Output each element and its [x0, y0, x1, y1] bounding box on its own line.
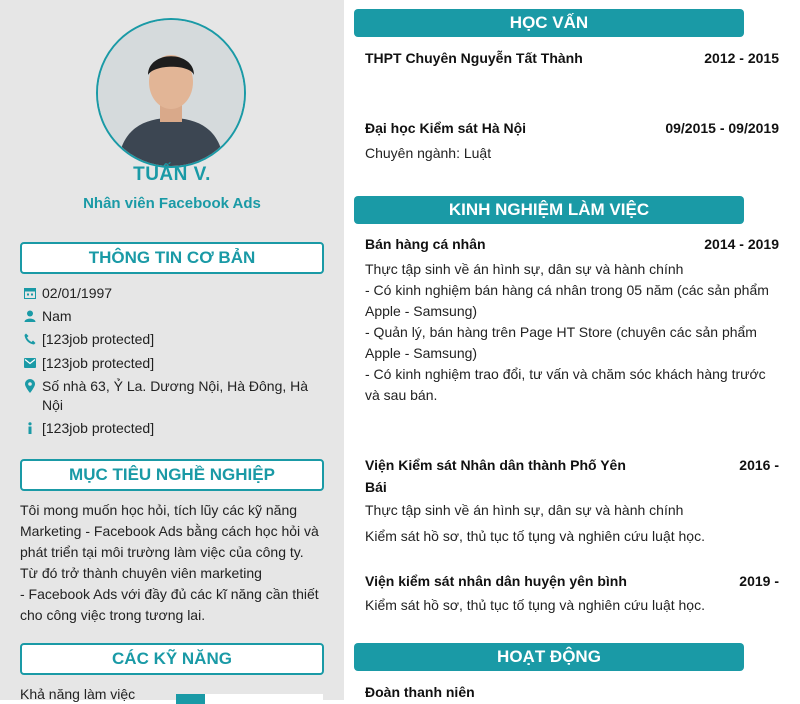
education-detail: Chuyên ngành: Luật	[365, 145, 492, 161]
education-period: 2012 - 2015	[704, 50, 779, 66]
birthdate-row	[24, 284, 324, 303]
sidebar	[0, 0, 344, 700]
experience-line: Apple - Samsung)	[365, 303, 478, 319]
career-goal-heading: MỤC TIÊU NGHỀ NGHIỆP	[20, 459, 324, 491]
experience-description	[365, 595, 785, 616]
career-goal-line: - Facebook Ads với đầy đủ các kĩ năng cần thiết	[20, 586, 319, 602]
address-row	[24, 377, 324, 415]
career-goal-line: Marketing - Facebook Ads bằng cách học hỏi và	[20, 523, 319, 539]
avatar-photo	[98, 20, 244, 166]
experience-line: Kiểm sát hồ sơ, thủ tục tố tụng và nghiên cứu luật học.	[365, 597, 705, 613]
candidate-job-title: Nhân viên Facebook Ads	[83, 195, 261, 212]
experience-title: Viện kiểm sát nhân dân huyện yên bình	[365, 573, 627, 589]
education-school: Đại học Kiểm sát Hà Nội	[365, 120, 527, 136]
experience-line: - Có kinh nghiệm bán hàng cá nhân trong 05 năm (các sản phẩm	[365, 282, 769, 298]
experience-description	[365, 259, 785, 406]
envelope-icon	[24, 356, 36, 370]
career-goal-line: Tôi mong muốn học hỏi, tích lũy các kỹ năng	[20, 502, 298, 518]
website-value: [123job protected]	[42, 420, 155, 436]
birthdate-value: 02/01/1997	[42, 285, 113, 301]
experience-line: - Có kinh nghiệm trao đổi, tư vấn và chăm sóc khách hàng trước	[365, 366, 766, 382]
experience-title: Bán hàng cá nhân	[365, 236, 486, 252]
experience-period: 2014 - 2019	[704, 236, 779, 252]
skill-label: Khả năng làm việc	[20, 686, 136, 702]
experience-line: và sau bán.	[365, 387, 438, 403]
activity-item: Đoàn thanh niên	[365, 684, 475, 700]
user-icon	[24, 309, 36, 323]
activities-heading: HOẠT ĐỘNG	[354, 643, 744, 671]
map-pin-icon	[24, 379, 36, 393]
education-heading: HỌC VẤN	[354, 9, 744, 37]
education-period: 09/2015 - 09/2019	[665, 120, 779, 136]
address-value: Số nhà 63, Ỷ La. Dương Nội, Hà Đông, Hà Nội	[42, 378, 309, 413]
experience-title-continued: Bái	[365, 479, 387, 495]
career-goal-line: phát triển tại môi trường làm việc của công ty.	[20, 544, 304, 560]
experience-line: Thực tập sinh về án hình sự, dân sự và hành chính	[365, 502, 684, 518]
phone-value: [123job protected]	[42, 331, 155, 347]
career-goal-line: Từ đó trở thành chuyên viên marketing	[20, 565, 262, 581]
experience-line: Kiểm sát hồ sơ, thủ tục tố tụng và nghiên cứu luật học.	[365, 528, 705, 544]
experience-title: Viện Kiểm sát Nhân dân thành Phố Yên	[365, 457, 626, 473]
experience-line: Thực tập sinh về án hình sự, dân sự và hành chính	[365, 261, 684, 277]
phone-row	[24, 330, 324, 349]
gender-value: Nam	[42, 308, 72, 324]
website-row	[24, 419, 324, 438]
avatar	[96, 18, 246, 168]
career-goal-line: cho công việc trong tương lai.	[20, 607, 206, 623]
experience-period: 2016 -	[739, 457, 779, 473]
info-icon	[24, 421, 36, 435]
basic-info-heading: THÔNG TIN CƠ BẢN	[20, 242, 324, 274]
skill-level-fill	[176, 694, 205, 704]
career-goal-text	[20, 500, 330, 626]
email-row	[24, 354, 324, 373]
experience-line: - Quản lý, bán hàng trên Page HT Store (chuyên các sản phẩm	[365, 324, 757, 340]
experience-period: 2019 -	[739, 573, 779, 589]
email-value: [123job protected]	[42, 355, 155, 371]
experience-line: Apple - Samsung)	[365, 345, 478, 361]
experience-description	[365, 500, 785, 547]
experience-heading: KINH NGHIỆM LÀM VIỆC	[354, 196, 744, 224]
candidate-name: TUẤN V.	[133, 164, 211, 185]
gender-row	[24, 307, 324, 326]
phone-icon	[24, 332, 36, 346]
skills-heading: CÁC KỸ NĂNG	[20, 643, 324, 675]
education-school: THPT Chuyên Nguyễn Tất Thành	[365, 50, 583, 66]
calendar-icon	[24, 286, 36, 300]
skill-level-bar	[176, 694, 323, 704]
